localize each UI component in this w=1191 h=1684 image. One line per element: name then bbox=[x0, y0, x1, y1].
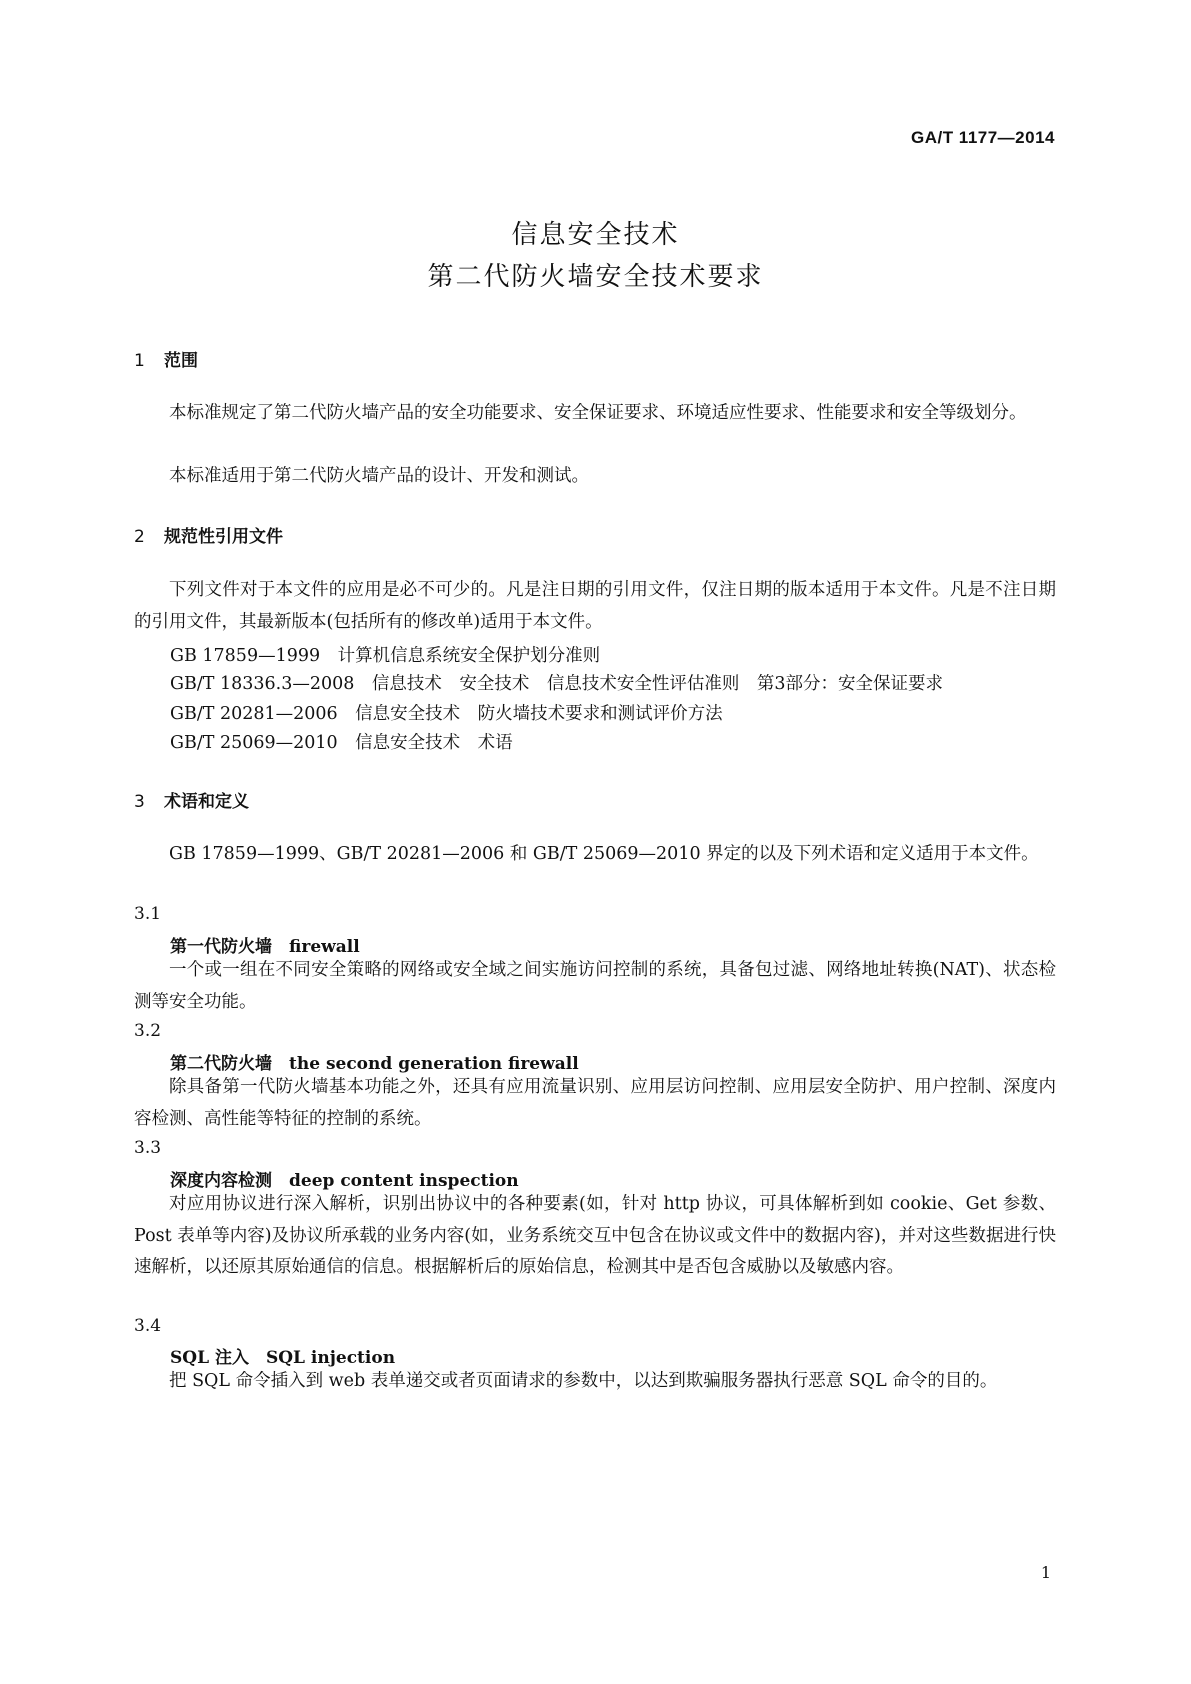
standard-code: GA/T 1177—2014 bbox=[910, 128, 1055, 147]
section-title: 规范性引用文件 bbox=[164, 527, 283, 547]
paragraph: 本标准规定了第二代防火墙产品的安全功能要求、安全保证要求、环境适应性要求、性能要求和安全等级划分。 bbox=[169, 403, 1027, 423]
term-title: 第二代防火墙 the second generation firewall bbox=[170, 1054, 579, 1074]
section-title: 范围 bbox=[164, 351, 198, 371]
term-definition: 除具备第一代防火墙基本功能之外，还具有应用流量识别、应用层访问控制、应用层安全防护、用户控制、深度内容检测、高性能等特征的控制的系统。 bbox=[134, 1077, 1056, 1129]
section-3-heading bbox=[134, 787, 249, 812]
reference-item: GB/T 20281—2006 信息安全技术 防火墙技术要求和测试评价方法 bbox=[170, 704, 723, 724]
paragraph: 本标准适用于第二代防火墙产品的设计、开发和测试。 bbox=[169, 466, 589, 486]
page-number: 1 bbox=[1040, 1563, 1051, 1582]
clause-number: 3.4 bbox=[134, 1316, 162, 1336]
section-number: 1 bbox=[134, 351, 145, 371]
section-number: 2 bbox=[134, 527, 145, 547]
clause-number: 3.1 bbox=[134, 904, 162, 924]
clause-number: 3.2 bbox=[134, 1021, 162, 1041]
section-2-heading bbox=[134, 522, 283, 547]
clause-number: 3.3 bbox=[134, 1138, 162, 1158]
reference-item: GB/T 25069—2010 信息安全技术 术语 bbox=[170, 733, 513, 753]
reference-item: GB/T 18336.3—2008 信息技术 安全技术 信息技术安全性评估准则 第3部分：安全保证要求 bbox=[170, 674, 944, 694]
paragraph: GB 17859—1999、GB/T 20281—2006 和 GB/T 25069—2010 界定的以及下列术语和定义适用于本文件。 bbox=[169, 844, 1039, 864]
reference-item: GB 17859—1999 计算机信息系统安全保护划分准则 bbox=[170, 646, 601, 666]
title-line-1: 信息安全技术 bbox=[511, 220, 680, 250]
term-definition: 把 SQL 命令插入到 web 表单递交或者页面请求的参数中，以达到欺骗服务器执行恶意 SQL 命令的目的。 bbox=[169, 1371, 998, 1391]
term-definition: 对应用协议进行深入解析，识别出协议中的各种要素(如，针对 http 协议，可具体解析到如 cookie、Get 参数、Post 表单等内容)及协议所承载的业务内容(如，业务系统交互中包含在协议或文件中的数据内容)，并对这些数据进行快速解析，以还原其原始通信的信息。根据解析后的原始信息，检测其中是否包含威胁以及敏感内容。 bbox=[134, 1194, 1056, 1277]
section-number: 3 bbox=[134, 792, 145, 812]
term-title: 深度内容检测 deep content inspection bbox=[170, 1171, 519, 1191]
section-title: 术语和定义 bbox=[164, 792, 249, 812]
paragraph: 下列文件对于本文件的应用是必不可少的。凡是注日期的引用文件，仅注日期的版本适用于本文件。凡是不注日期的引用文件，其最新版本(包括所有的修改单)适用于本文件。 bbox=[134, 580, 1056, 632]
term-title: SQL 注入 SQL injection bbox=[170, 1348, 396, 1368]
title-line-2: 第二代防火墙安全技术要求 bbox=[427, 262, 764, 292]
term-title: 第一代防火墙 firewall bbox=[170, 937, 360, 957]
section-1-heading bbox=[134, 346, 198, 371]
term-definition: 一个或一组在不同安全策略的网络或安全域之间实施访问控制的系统，具备包过滤、网络地址转换(NAT)、状态检测等安全功能。 bbox=[134, 960, 1056, 1012]
